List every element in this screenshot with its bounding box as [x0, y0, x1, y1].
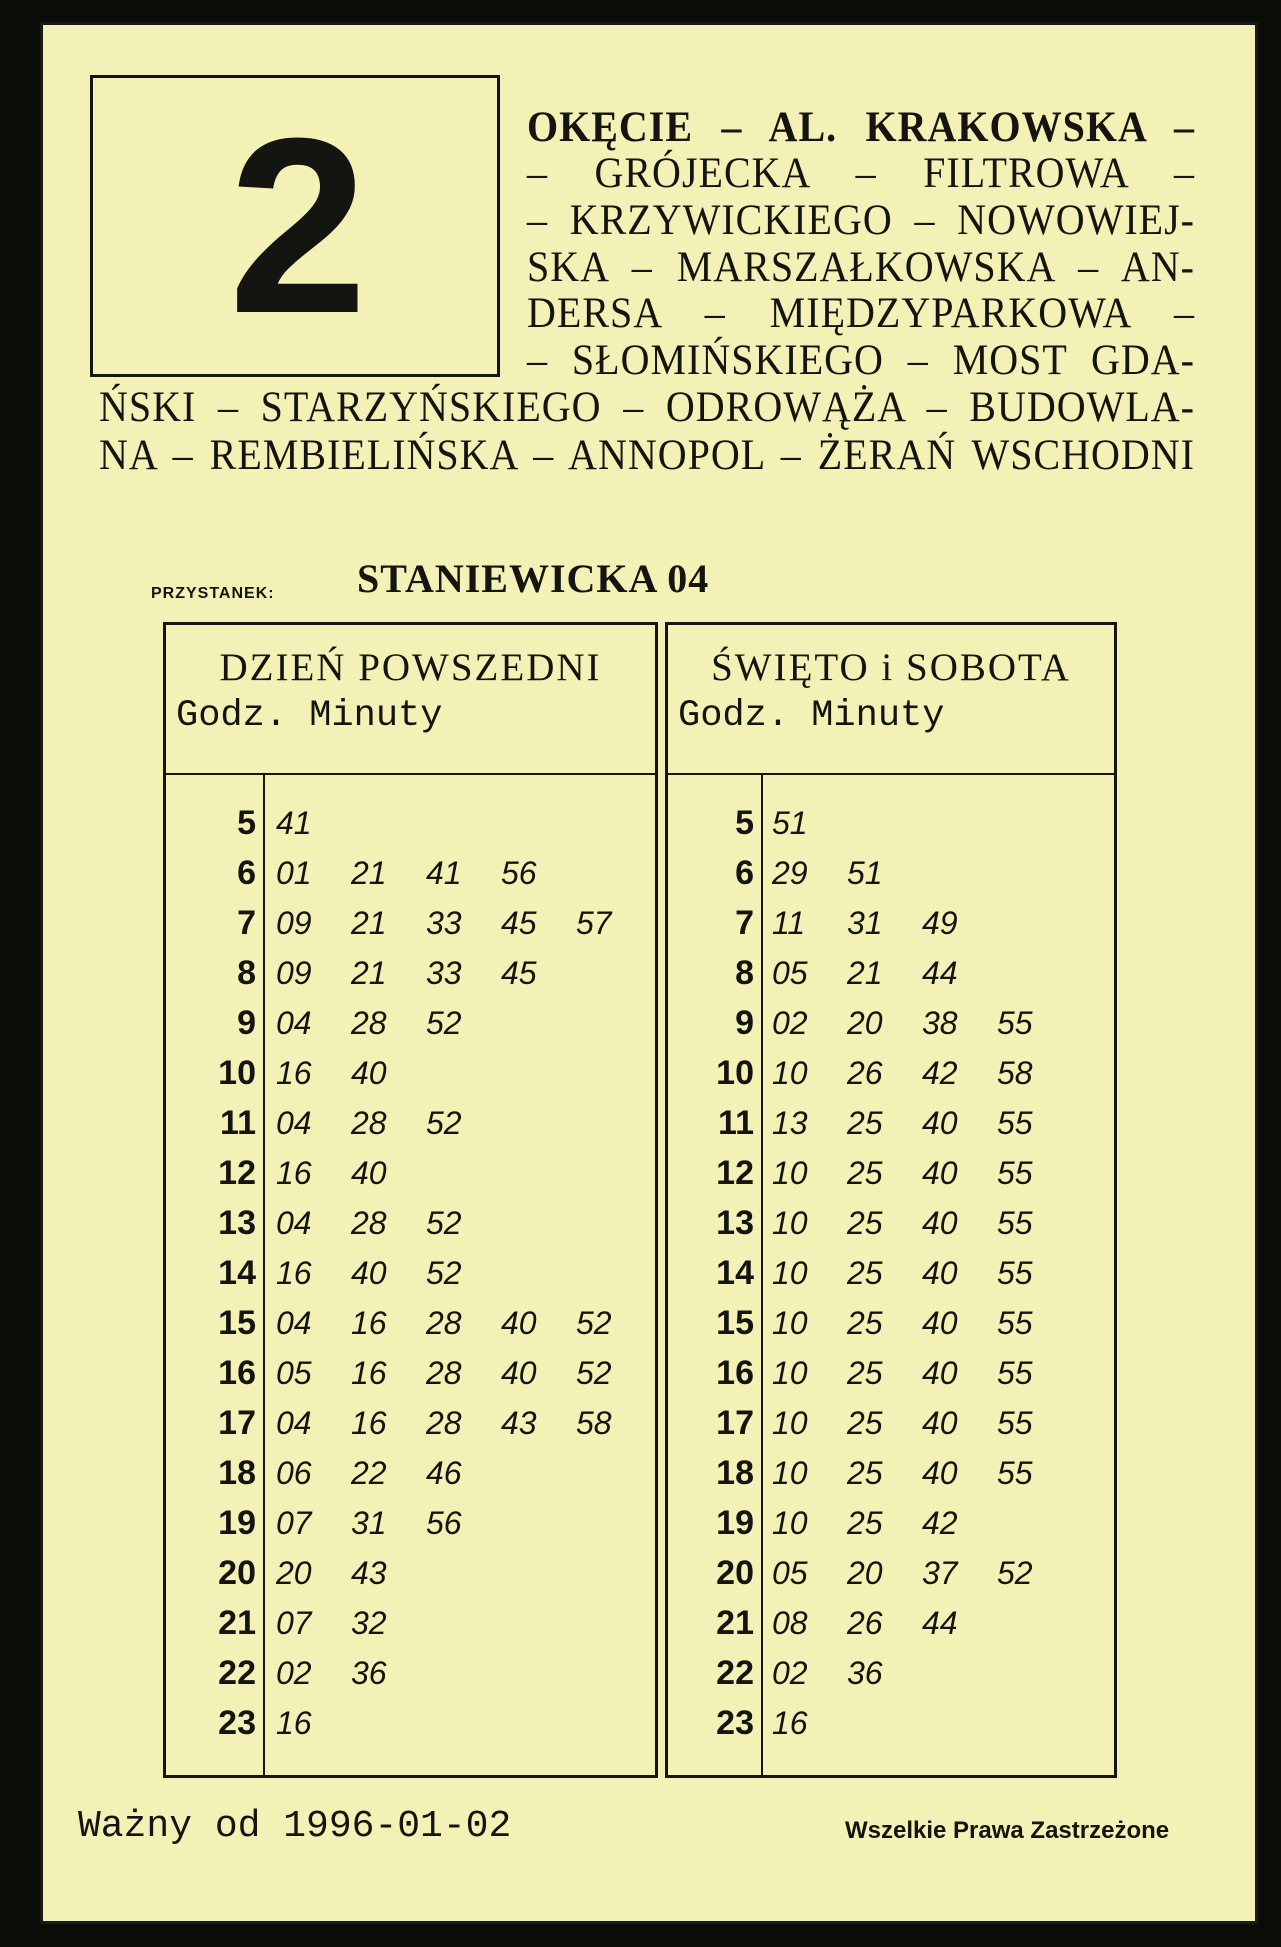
- line-number: 2: [228, 86, 362, 365]
- holiday-minute: 36: [847, 1655, 883, 1691]
- holiday-minute: 02: [772, 1005, 808, 1041]
- stop-name: STANIEWICKA 04: [357, 556, 710, 601]
- holiday-minute: 55: [997, 1355, 1033, 1391]
- holiday-row: [668, 903, 1114, 953]
- weekday-hour: 21: [218, 1604, 256, 1642]
- holiday-row: [668, 1553, 1114, 1603]
- weekday-hour: 23: [218, 1704, 256, 1742]
- holiday-row: [668, 853, 1114, 903]
- holiday-minute: 10: [772, 1455, 808, 1491]
- holiday-row: [668, 1653, 1114, 1703]
- holiday-minute: 49: [922, 905, 958, 941]
- weekday-rows: [166, 803, 655, 1753]
- weekday-minute: 20: [276, 1555, 312, 1591]
- holiday-hour: 13: [716, 1204, 754, 1242]
- holiday-minutes: [772, 1153, 1072, 1193]
- holiday-hour: 6: [735, 854, 754, 892]
- holiday-row: [668, 1253, 1114, 1303]
- holiday-hour: 16: [716, 1354, 754, 1392]
- weekday-title: DZIEŃ POWSZEDNI: [219, 646, 602, 689]
- holiday-minute: 25: [847, 1155, 883, 1191]
- holiday-minutes: [772, 1053, 1072, 1093]
- holiday-row: [668, 1303, 1114, 1353]
- weekday-minute: 40: [501, 1305, 537, 1341]
- holiday-minute: 55: [997, 1005, 1033, 1041]
- weekday-row: [166, 1653, 655, 1703]
- holiday-minute: 25: [847, 1455, 883, 1491]
- weekday-minutes: [276, 803, 351, 843]
- weekday-minute: 05: [276, 1355, 312, 1391]
- holiday-minute: 25: [847, 1305, 883, 1341]
- holiday-minute: 11: [772, 905, 806, 941]
- weekday-minutes: [276, 1303, 651, 1343]
- weekday-minute: 43: [501, 1405, 537, 1441]
- holiday-minute: 26: [847, 1605, 883, 1641]
- weekday-minutes: [276, 1403, 651, 1443]
- holiday-minutes: [772, 1503, 997, 1543]
- holiday-minutes: [772, 1603, 997, 1643]
- weekday-hour: 20: [218, 1554, 256, 1592]
- holiday-minute: 05: [772, 955, 808, 991]
- weekday-row: [166, 1253, 655, 1303]
- holiday-minute: 40: [922, 1355, 958, 1391]
- weekday-row: [166, 1153, 655, 1203]
- weekday-minute: 41: [276, 805, 312, 841]
- holiday-minute: 10: [772, 1055, 808, 1091]
- holiday-hour: 9: [735, 1004, 754, 1042]
- weekday-hour: 11: [220, 1104, 256, 1142]
- route-line-1: OKĘCIE – AL. KRAKOWSKA –: [527, 102, 1195, 151]
- holiday-minute: 55: [997, 1255, 1033, 1291]
- holiday-minute: 25: [847, 1105, 883, 1141]
- holiday-minute: 13: [772, 1105, 808, 1141]
- holiday-minute: 10: [772, 1355, 808, 1391]
- holiday-minute: 51: [847, 855, 883, 891]
- holiday-row: [668, 1453, 1114, 1503]
- holiday-row: [668, 803, 1114, 853]
- weekday-row: [166, 853, 655, 903]
- weekday-minute: 52: [426, 1205, 462, 1241]
- holiday-minute: 52: [997, 1555, 1033, 1591]
- route-line-6: – SŁOMIŃSKIEGO – MOST GDA-: [527, 335, 1195, 384]
- holiday-minute: 20: [847, 1005, 883, 1041]
- holiday-minute: 26: [847, 1055, 883, 1091]
- weekday-minutes: [276, 1453, 501, 1493]
- holiday-row: [668, 1153, 1114, 1203]
- weekday-minute: 32: [351, 1605, 387, 1641]
- route-line-5: DERSA – MIĘDZYPARKOWA –: [527, 288, 1195, 337]
- holiday-minute: 51: [772, 805, 808, 841]
- valid-from: Ważny od 1996-01-02: [78, 1805, 512, 1848]
- weekday-minutes: [276, 1353, 651, 1393]
- holiday-hour: 14: [716, 1254, 754, 1292]
- weekday-minute: 28: [426, 1355, 462, 1391]
- weekday-minutes: [276, 1203, 501, 1243]
- weekday-row: [166, 1703, 655, 1753]
- weekday-minute: 16: [276, 1055, 312, 1091]
- holiday-minutes: [772, 1003, 1072, 1043]
- holiday-row: [668, 1053, 1114, 1103]
- holiday-row: [668, 1003, 1114, 1053]
- weekday-minute: 45: [501, 955, 537, 991]
- weekday-minute: 43: [351, 1555, 387, 1591]
- weekday-hour: 13: [218, 1204, 256, 1242]
- weekday-minute: 21: [351, 855, 387, 891]
- weekday-minute: 28: [351, 1105, 387, 1141]
- holiday-minute: 10: [772, 1155, 808, 1191]
- holiday-minute: 40: [922, 1455, 958, 1491]
- holiday-minute: 25: [847, 1405, 883, 1441]
- holiday-hour: 12: [716, 1154, 754, 1192]
- holiday-row: [668, 1353, 1114, 1403]
- holiday-minute: 25: [847, 1505, 883, 1541]
- holiday-hour: 15: [716, 1304, 754, 1342]
- weekday-minute: 21: [351, 955, 387, 991]
- holiday-row: [668, 953, 1114, 1003]
- holiday-hour: 22: [716, 1654, 754, 1692]
- weekday-minute: 52: [426, 1005, 462, 1041]
- holiday-row: [668, 1103, 1114, 1153]
- holiday-minute: 25: [847, 1255, 883, 1291]
- holiday-row: [668, 1503, 1114, 1553]
- holiday-minute: 25: [847, 1355, 883, 1391]
- weekday-minute: 31: [351, 1505, 387, 1541]
- holiday-title: ŚWIĘTO i SOBOTA: [711, 646, 1071, 689]
- weekday-minutes: [276, 1703, 351, 1743]
- timetable-sheet: [40, 22, 1258, 1924]
- weekday-row: [166, 903, 655, 953]
- holiday-minute: 58: [997, 1055, 1033, 1091]
- holiday-minute: 40: [922, 1255, 958, 1291]
- route-line-4: SKA – MARSZAŁKOWSKA – AN-: [527, 242, 1195, 291]
- holiday-minute: 55: [997, 1405, 1033, 1441]
- holiday-minute: 10: [772, 1305, 808, 1341]
- holiday-minute: 55: [997, 1155, 1033, 1191]
- weekday-row: [166, 953, 655, 1003]
- weekday-minute: 16: [351, 1355, 387, 1391]
- holiday-minute: 38: [922, 1005, 958, 1041]
- holiday-minute: 08: [772, 1605, 808, 1641]
- holiday-hour: 18: [716, 1454, 754, 1492]
- holiday-minute: 25: [847, 1205, 883, 1241]
- weekday-minute: 16: [276, 1155, 312, 1191]
- weekday-minutes: [276, 1053, 426, 1093]
- weekday-hour: 7: [237, 904, 256, 942]
- weekday-minute: 52: [426, 1255, 462, 1291]
- weekday-minutes: [276, 1003, 501, 1043]
- route-line-8: NA – REMBIELIŃSKA – ANNOPOL – ŻERAŃ WSCHODNI: [99, 430, 1195, 479]
- holiday-minute: 10: [772, 1255, 808, 1291]
- weekday-minute: 16: [276, 1255, 312, 1291]
- weekday-minute: 09: [276, 905, 312, 941]
- weekday-minute: 40: [351, 1255, 387, 1291]
- weekday-minute: 16: [351, 1405, 387, 1441]
- holiday-minute: 44: [922, 1605, 958, 1641]
- holiday-minute: 20: [847, 1555, 883, 1591]
- holiday-minute: 05: [772, 1555, 808, 1591]
- weekday-minute: 41: [426, 855, 462, 891]
- holiday-hour: 11: [718, 1104, 754, 1142]
- holiday-minute: 10: [772, 1405, 808, 1441]
- weekday-row: [166, 1403, 655, 1453]
- weekday-minute: 33: [426, 955, 462, 991]
- weekday-hour: 15: [218, 1304, 256, 1342]
- holiday-hour: 23: [716, 1704, 754, 1742]
- holiday-minute: 55: [997, 1455, 1033, 1491]
- weekday-panel: [163, 622, 658, 1778]
- weekday-minute: 02: [276, 1655, 312, 1691]
- weekday-minutes: [276, 903, 651, 943]
- weekday-minute: 04: [276, 1305, 312, 1341]
- weekday-minutes: [276, 1553, 426, 1593]
- holiday-header-rule: [668, 773, 1114, 775]
- weekday-minute: 06: [276, 1455, 312, 1491]
- weekday-minute: 28: [426, 1305, 462, 1341]
- holiday-minute: 55: [997, 1205, 1033, 1241]
- holiday-minutes: [772, 1103, 1072, 1143]
- holiday-minutes: [772, 803, 847, 843]
- weekday-minute: 16: [351, 1305, 387, 1341]
- holiday-subheader: Godz. Minuty: [678, 695, 945, 737]
- weekday-hour: 16: [218, 1354, 256, 1392]
- weekday-hour: 22: [218, 1654, 256, 1692]
- weekday-minute: 01: [276, 855, 312, 891]
- holiday-minutes: [772, 953, 997, 993]
- holiday-minute: 31: [847, 905, 883, 941]
- weekday-subheader: Godz. Minuty: [176, 695, 443, 737]
- weekday-hour: 10: [218, 1054, 256, 1092]
- holiday-hour: 8: [735, 954, 754, 992]
- weekday-hour: 12: [218, 1154, 256, 1192]
- weekday-hour: 6: [237, 854, 256, 892]
- stop-label: PRZYSTANEK:: [151, 585, 275, 602]
- weekday-row: [166, 1103, 655, 1153]
- holiday-minutes: [772, 1553, 1072, 1593]
- weekday-minutes: [276, 1153, 426, 1193]
- rights-notice: Wszelkie Prawa Zastrzeżone: [845, 1817, 1170, 1844]
- holiday-minute: 10: [772, 1205, 808, 1241]
- weekday-minutes: [276, 1503, 501, 1543]
- weekday-minute: 40: [351, 1055, 387, 1091]
- weekday-hour: 5: [237, 804, 256, 842]
- weekday-row: [166, 1603, 655, 1653]
- weekday-minute: 21: [351, 905, 387, 941]
- route-line-3: – KRZYWICKIEGO – NOWOWIEJ-: [527, 195, 1195, 244]
- holiday-minutes: [772, 1353, 1072, 1393]
- weekday-minute: 52: [576, 1305, 612, 1341]
- weekday-minutes: [276, 953, 576, 993]
- route-line-7: ŃSKI – STARZYŃSKIEGO – ODROWĄŻA – BUDOWLA-: [99, 382, 1195, 431]
- weekday-minute: 09: [276, 955, 312, 991]
- holiday-row: [668, 1603, 1114, 1653]
- weekday-hour: 9: [237, 1004, 256, 1042]
- holiday-minute: 40: [922, 1105, 958, 1141]
- holiday-minute: 42: [922, 1055, 958, 1091]
- weekday-hour: 8: [237, 954, 256, 992]
- weekday-minutes: [276, 1103, 501, 1143]
- holiday-minutes: [772, 853, 922, 893]
- weekday-minute: 28: [351, 1205, 387, 1241]
- weekday-minute: 04: [276, 1005, 312, 1041]
- weekday-row: [166, 1203, 655, 1253]
- weekday-minute: 28: [351, 1005, 387, 1041]
- weekday-minute: 58: [576, 1405, 612, 1441]
- weekday-minute: 04: [276, 1105, 312, 1141]
- holiday-hour: 21: [716, 1604, 754, 1642]
- holiday-minute: 16: [772, 1705, 808, 1741]
- holiday-hour: 7: [735, 904, 754, 942]
- weekday-row: [166, 1003, 655, 1053]
- weekday-minute: 16: [276, 1705, 312, 1741]
- weekday-hour: 14: [218, 1254, 256, 1292]
- weekday-row: [166, 1353, 655, 1403]
- holiday-minutes: [772, 1403, 1072, 1443]
- weekday-row: [166, 1303, 655, 1353]
- weekday-minute: 40: [351, 1155, 387, 1191]
- weekday-minute: 56: [426, 1505, 462, 1541]
- holiday-row: [668, 1403, 1114, 1453]
- holiday-minute: 55: [997, 1105, 1033, 1141]
- holiday-minute: 55: [997, 1305, 1033, 1341]
- weekday-minutes: [276, 1603, 426, 1643]
- holiday-minute: 40: [922, 1155, 958, 1191]
- weekday-row: [166, 1553, 655, 1603]
- holiday-hour: 5: [735, 804, 754, 842]
- holiday-hour: 19: [716, 1504, 754, 1542]
- weekday-hour: 19: [218, 1504, 256, 1542]
- holiday-minute: 40: [922, 1305, 958, 1341]
- weekday-minutes: [276, 1253, 501, 1293]
- weekday-minute: 45: [501, 905, 537, 941]
- holiday-minute: 10: [772, 1505, 808, 1541]
- weekday-minute: 07: [276, 1505, 312, 1541]
- holiday-minute: 02: [772, 1655, 808, 1691]
- holiday-minute: 42: [922, 1505, 958, 1541]
- holiday-hour: 10: [716, 1054, 754, 1092]
- weekday-row: [166, 803, 655, 853]
- holiday-minutes: [772, 1453, 1072, 1493]
- weekday-minute: 40: [501, 1355, 537, 1391]
- weekday-minute: 46: [426, 1455, 462, 1491]
- weekday-row: [166, 1503, 655, 1553]
- weekday-minute: 22: [351, 1455, 387, 1491]
- weekday-minutes: [276, 1653, 426, 1693]
- holiday-row: [668, 1703, 1114, 1753]
- holiday-rows: [668, 803, 1114, 1753]
- holiday-row: [668, 1203, 1114, 1253]
- holiday-hour: 20: [716, 1554, 754, 1592]
- weekday-minute: 57: [576, 905, 612, 941]
- weekday-minute: 28: [426, 1405, 462, 1441]
- holiday-minute: 37: [922, 1555, 958, 1591]
- weekday-header-rule: [166, 773, 655, 775]
- holiday-hour: 17: [716, 1404, 754, 1442]
- weekday-minute: 04: [276, 1205, 312, 1241]
- weekday-row: [166, 1453, 655, 1503]
- holiday-minute: 44: [922, 955, 958, 991]
- holiday-minutes: [772, 1703, 847, 1743]
- weekday-minute: 52: [426, 1105, 462, 1141]
- holiday-minutes: [772, 1303, 1072, 1343]
- weekday-minute: 52: [576, 1355, 612, 1391]
- weekday-minute: 04: [276, 1405, 312, 1441]
- holiday-minute: 29: [772, 855, 808, 891]
- weekday-minutes: [276, 853, 576, 893]
- holiday-minutes: [772, 1253, 1072, 1293]
- route-line-2: – GRÓJECKA – FILTROWA –: [527, 148, 1195, 197]
- weekday-hour: 18: [218, 1454, 256, 1492]
- weekday-hour: 17: [218, 1404, 256, 1442]
- weekday-minute: 56: [501, 855, 537, 891]
- holiday-minutes: [772, 903, 997, 943]
- holiday-panel: [665, 622, 1117, 1778]
- holiday-minute: 40: [922, 1405, 958, 1441]
- weekday-row: [166, 1053, 655, 1103]
- weekday-minute: 36: [351, 1655, 387, 1691]
- holiday-minutes: [772, 1203, 1072, 1243]
- weekday-minute: 33: [426, 905, 462, 941]
- line-number-box: [90, 75, 500, 377]
- holiday-minute: 40: [922, 1205, 958, 1241]
- weekday-minute: 07: [276, 1605, 312, 1641]
- holiday-minute: 21: [847, 955, 883, 991]
- holiday-minutes: [772, 1653, 922, 1693]
